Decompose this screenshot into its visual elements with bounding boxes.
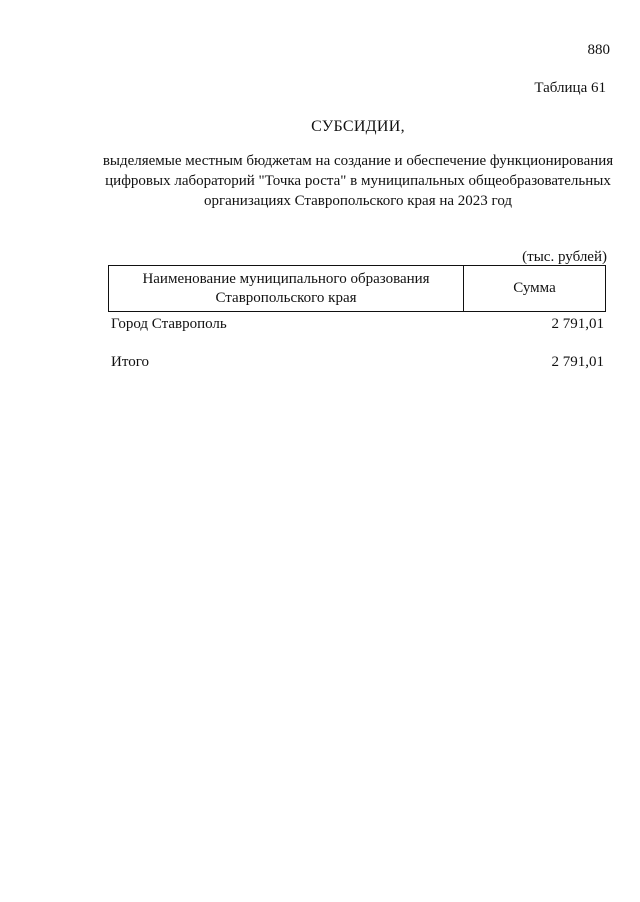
- table-row: [111, 316, 604, 333]
- row-value: 2 791,01: [551, 316, 604, 332]
- document-subtitle: выделяемые местным бюджетам на создание и обеспечение функционирования цифровых лабораторий "Точка роста" в муниципальных общеобразовательных организациях Ставропольского края на 2023 год: [102, 153, 614, 209]
- total-label: Итого: [111, 354, 149, 370]
- total-value: 2 791,01: [551, 354, 604, 370]
- document-title: СУБСИДИИ,: [311, 118, 405, 135]
- row-name: Город Ставрополь: [111, 316, 227, 332]
- table-header: [108, 265, 606, 312]
- table-number: Таблица 61: [534, 80, 606, 96]
- total-row: [111, 354, 604, 371]
- column-header-sum: Сумма: [513, 280, 556, 296]
- page-number: 880: [587, 42, 610, 58]
- units-label: (тыс. рублей): [522, 249, 607, 265]
- column-header-name: Наименование муниципального образования Ставропольского края: [109, 266, 464, 311]
